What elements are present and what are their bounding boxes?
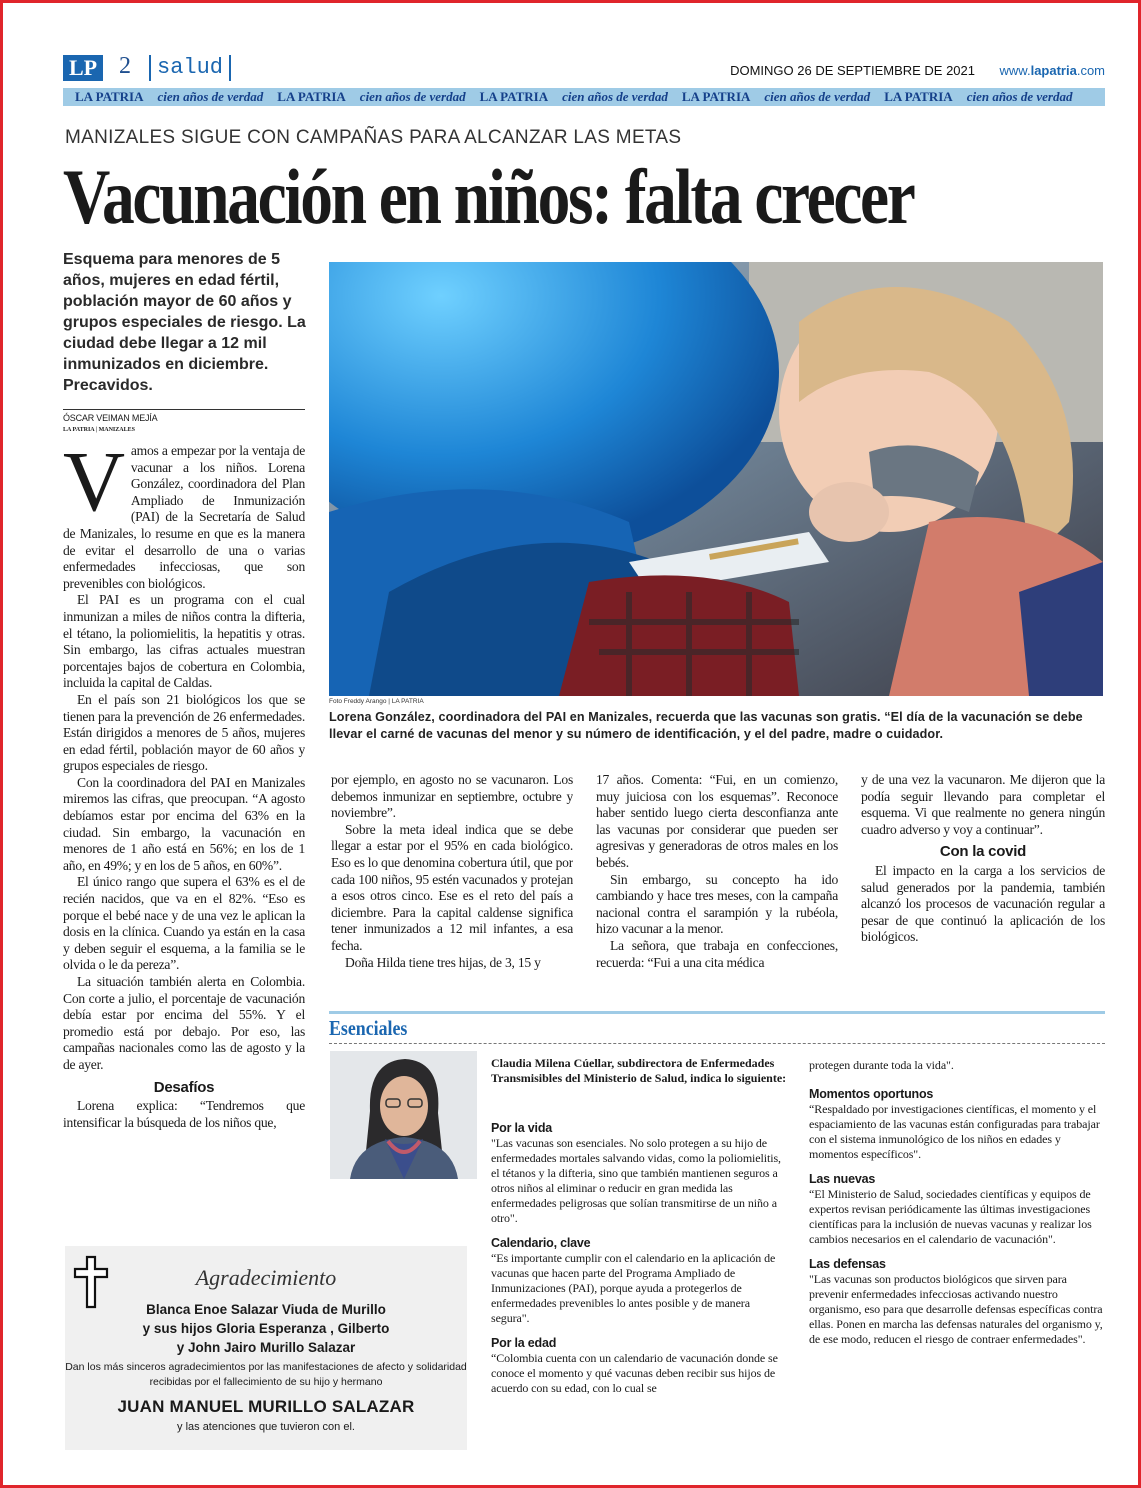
memorial-title: Agradecimiento — [195, 1265, 337, 1290]
portrait-illustration — [330, 1051, 477, 1179]
esenciales-title: Esenciales — [329, 1016, 408, 1040]
page-header — [63, 53, 1105, 89]
article-column-1 — [63, 443, 305, 1223]
article-lede: Esquema para menores de 5 años, mujeres en edad fértil, población mayor de 60 años y grupos especiales de riesgo. La ciudad debe llegar a 12 mil inmunizados en diciembre. Precavidos. — [63, 251, 306, 394]
paragraph: por ejemplo, en agosto no se vacunaron. Los debemos inmunizar en septiembre, octubre y noviembre”. — [331, 772, 573, 821]
esenciales-intro: Claudia Milena Cúellar, subdirectora de Enfermedades Transmisibles del Ministerio de Salud, indica lo siguiente: — [491, 1056, 787, 1085]
article-column-3 — [596, 772, 838, 992]
esencial-heading: Por la vida — [491, 1121, 553, 1135]
byline: ÓSCAR VEIMAN MEJÍA — [63, 413, 158, 423]
esencial-text: “Colombia cuenta con un calendario de vacunación donde se conoce el momento y qué vacunas deben recibir sus hijos de acuerdo con su edad, con lo cual se — [491, 1351, 778, 1395]
esencial-heading: Por la edad — [491, 1336, 557, 1350]
esencial-heading: Momentos oportunos — [809, 1087, 934, 1101]
band-brand: LA PATRIA — [681, 89, 751, 104]
drop-cap: V — [63, 443, 125, 529]
subheading: Desafíos — [153, 1078, 215, 1096]
esencial-text: "Las vacunas son productos biológicos que sirven para prevenir enfermedades infecciosas activando nuestro organismo, eso para que desarrolle defensas específicas contra ellas. Ponen en marcha las defensas naturales del organismo y, de ese modo, reducen el riesgo de contraer enfermedades". — [809, 1272, 1103, 1346]
paragraph: Con la coordinadora del PAI en Manizales miremos las cifras, que preocupan. “A agosto debíamos estar por encima del 63% en la ciudad. Sin embargo, la vacunación en menores de 1 año está en 56%; en los de 1 año, en 49%; y en los de 5 años, en 60%”. — [63, 774, 305, 873]
esencial-text: protegen durante toda la vida". — [809, 1058, 954, 1072]
esencial-heading: Calendario, clave — [491, 1236, 591, 1250]
paragraph: El PAI es un programa con el cual inmunizan a miles de niños contra la difteria, el tétano, la poliomielitis, la hepatitis y otras. Sin embargo, las cifras actuales muestran porcentajes bajos de cobertura en Colombia, incluida la capital de Caldas. — [63, 592, 305, 691]
memorial-name-line: y sus hijos Gloria Esperanza , Gilberto — [142, 1321, 390, 1336]
paragraph: Sobre la meta ideal indica que se debe llegar a estar por el 95% en cada biológico. Eso es lo que denomina cobertura útil, que por cada 100 niños, 95 estén vacunados y protejan a esos otros cinco. Ese es el reto del país a diciembre. Para la capital caldense significa tener inmunizados a 12 mil infantes, a esa fecha. — [331, 821, 573, 953]
band-slogan: cien años de verdad — [562, 89, 668, 104]
photo-caption: Lorena González, coordinadora del PAI en Manizales, recuerda que las vacunas son gratis. “El día de la vacunación se debe llevar el carné de vacunas del menor y su número de identificación, y el del padre, madre o cuidador. — [329, 710, 1083, 741]
esencial-text: “Respaldado por investigaciones científicas, el momento y el espaciamiento de las vacunas están configuradas para trabajar con el sistema inmunológico de los niños en edades y momentos específicos". — [809, 1102, 1100, 1161]
band-slogan: cien años de verdad — [359, 89, 466, 104]
esencial-heading: Las defensas — [809, 1257, 886, 1271]
esencial-text: “Es importante cumplir con el calendario en la aplicación de vacunas que hacen parte del Programa Ampliado de Inmunizaciones (PAI), porque ayuda a protegerlos de enfermedades prevenibles lo antes posible y de manera segura". — [491, 1251, 776, 1325]
band-brand: LA PATRIA — [884, 89, 953, 104]
photo-credit: Foto Freddy Arango | LA PATRIA — [329, 698, 424, 705]
article-headline: Vacunación en niños: falta crecer — [63, 153, 914, 240]
issue-date: DOMINGO 26 DE SEPTIEMBRE DE 2021 — [730, 63, 975, 78]
website-link[interactable]: www.lapatria.com — [999, 63, 1105, 78]
band-brand: LA PATRIA — [277, 89, 346, 104]
paragraph: La situación también alerta en Colombia. Con corte a julio, el porcentaje de vacunación debía estar por encima del 55%. Y el promedio está por debajo. Por eso, las campañas nacionales como las de agosto y la de ayer. — [63, 974, 305, 1072]
paragraph: Lorena explica: “Tendremos que intensificar la búsqueda de los niños que, — [63, 1098, 305, 1130]
article-kicker: MANIZALES SIGUE CON CAMPAÑAS PARA ALCANZAR LAS METAS — [65, 127, 682, 148]
page-number: 2 — [119, 53, 131, 79]
article-column-2 — [331, 772, 573, 992]
official-portrait — [330, 1051, 477, 1179]
memorial-name-line: Blanca Enoe Salazar Viuda de Murillo — [146, 1302, 386, 1317]
esenciales-column-2 — [809, 1058, 1105, 1357]
memorial-names — [65, 1300, 467, 1357]
memorial-name-line: y John Jairo Murillo Salazar — [176, 1340, 356, 1355]
memorial-thanks: Dan los más sinceros agradecimientos por las manifestaciones de afecto y solidaridad recibidas por el fallecimiento de su hijo y hermano — [65, 1361, 467, 1388]
subheading: Con la covid — [939, 843, 1027, 861]
esencial-heading: Las nuevas — [809, 1172, 876, 1186]
band-slogan: cien años de verdad — [966, 89, 1073, 104]
esencial-text: "Las vacunas son esenciales. No solo protegen a su hijo de enfermedades mortales salvando vidas, como la poliomielitis, el tétanos y la difteria, sino que también mantienen seguros a otros niños al eliminar o reducir en gran medida las enfermedades peligrosas que solían transmitirse de un niño a otro". — [491, 1136, 781, 1225]
article-column-4 — [861, 772, 1105, 992]
byline-outlet: LA PATRIA | MANIZALES — [63, 427, 135, 433]
band-brand: LA PATRIA — [479, 89, 549, 104]
brand-band — [63, 88, 1105, 106]
band-brand: LA PATRIA — [75, 89, 144, 104]
esenciales-column-1 — [491, 1121, 791, 1406]
band-slogan: cien años de verdad — [764, 89, 871, 104]
paragraph: En el país son 21 biológicos los que se tienen para la prevención de 26 enfermedades. Están dirigidos a menores de 5 años, mujeres en edad fértil, población mayor de 60 años y grupos especiales de riesgo. — [63, 691, 305, 774]
esencial-text: “El Ministerio de Salud, sociedades científicas y equipos de expertos revisan periódicamente las últimas investigaciones científicas para la inclusión de nuevas vacunas y realizar los cambios necesarios en el calendario de vacunación". — [809, 1187, 1092, 1246]
paragraph: y de una vez la vacunaron. Me dijeron que la podía seguir llevando para completar el esquema. Vi que realmente no genera ningún cuadro adverso y voy a continuar”. — [861, 772, 1105, 837]
photo-illustration — [329, 262, 1103, 696]
paragraph: El único rango que supera el 63% es el de recién nacidos, que va en el 82%. “Eso es porque el bebé nace y de una vez le aplican la dosis en la clínica. Cuando ya están en la casa y deben seguir el esquema, a la familia se le olvida o le da pereza”. — [63, 874, 305, 973]
paragraph: 17 años. Comenta: “Fui, en un comienzo, muy juiciosa con los esquemas”. Reconoce haber sentido luego cierta desconfianza ante las vacunas por considerar que pueden ser agresivas y generadoras de otros males en los bebés. — [596, 772, 838, 870]
paragraph: amos a empezar por la ventaja de vacunar a los niños. Lorena González, coordinadora del Plan Ampliado de Inmunización (PAI) de la Secretaría de Salud de Manizales, lo resume en que es la manera de evitar el desarrollo de una o varias enfermedades infecciosas, que son prevenibles con biológicos. — [63, 443, 305, 591]
esenciales-divider — [329, 1043, 1105, 1044]
band-slogan: cien años de verdad — [157, 89, 264, 104]
memorial-closing: y las atenciones que tuvieron con el. — [177, 1421, 355, 1433]
section-name: salud — [149, 55, 231, 81]
paragraph: Sin embargo, su concepto ha ido cambiando y hace tres meses, con la campaña nacional contra el sarampión y la rubéola, hizo vacunar a la menor. — [596, 871, 838, 937]
vaccination-photo — [329, 262, 1103, 696]
memorial-deceased: JUAN MANUEL MURILLO SALAZAR — [117, 1397, 415, 1416]
paragraph: Doña Hilda tiene tres hijas, de 3, 15 y — [345, 954, 541, 970]
esenciales-top-rule — [329, 1011, 1105, 1014]
newspaper-logo: LP — [63, 55, 103, 81]
paragraph: La señora, que trabaja en confecciones, recuerda: “Fui a una cita médica — [596, 937, 838, 970]
byline-divider — [63, 409, 305, 410]
paragraph: El impacto en la carga a los servicios de salud generados por la pandemia, también alcanzó los procesos de vacunación regular a pesar de que continuó la aplicación de los biológicos. — [861, 862, 1105, 945]
